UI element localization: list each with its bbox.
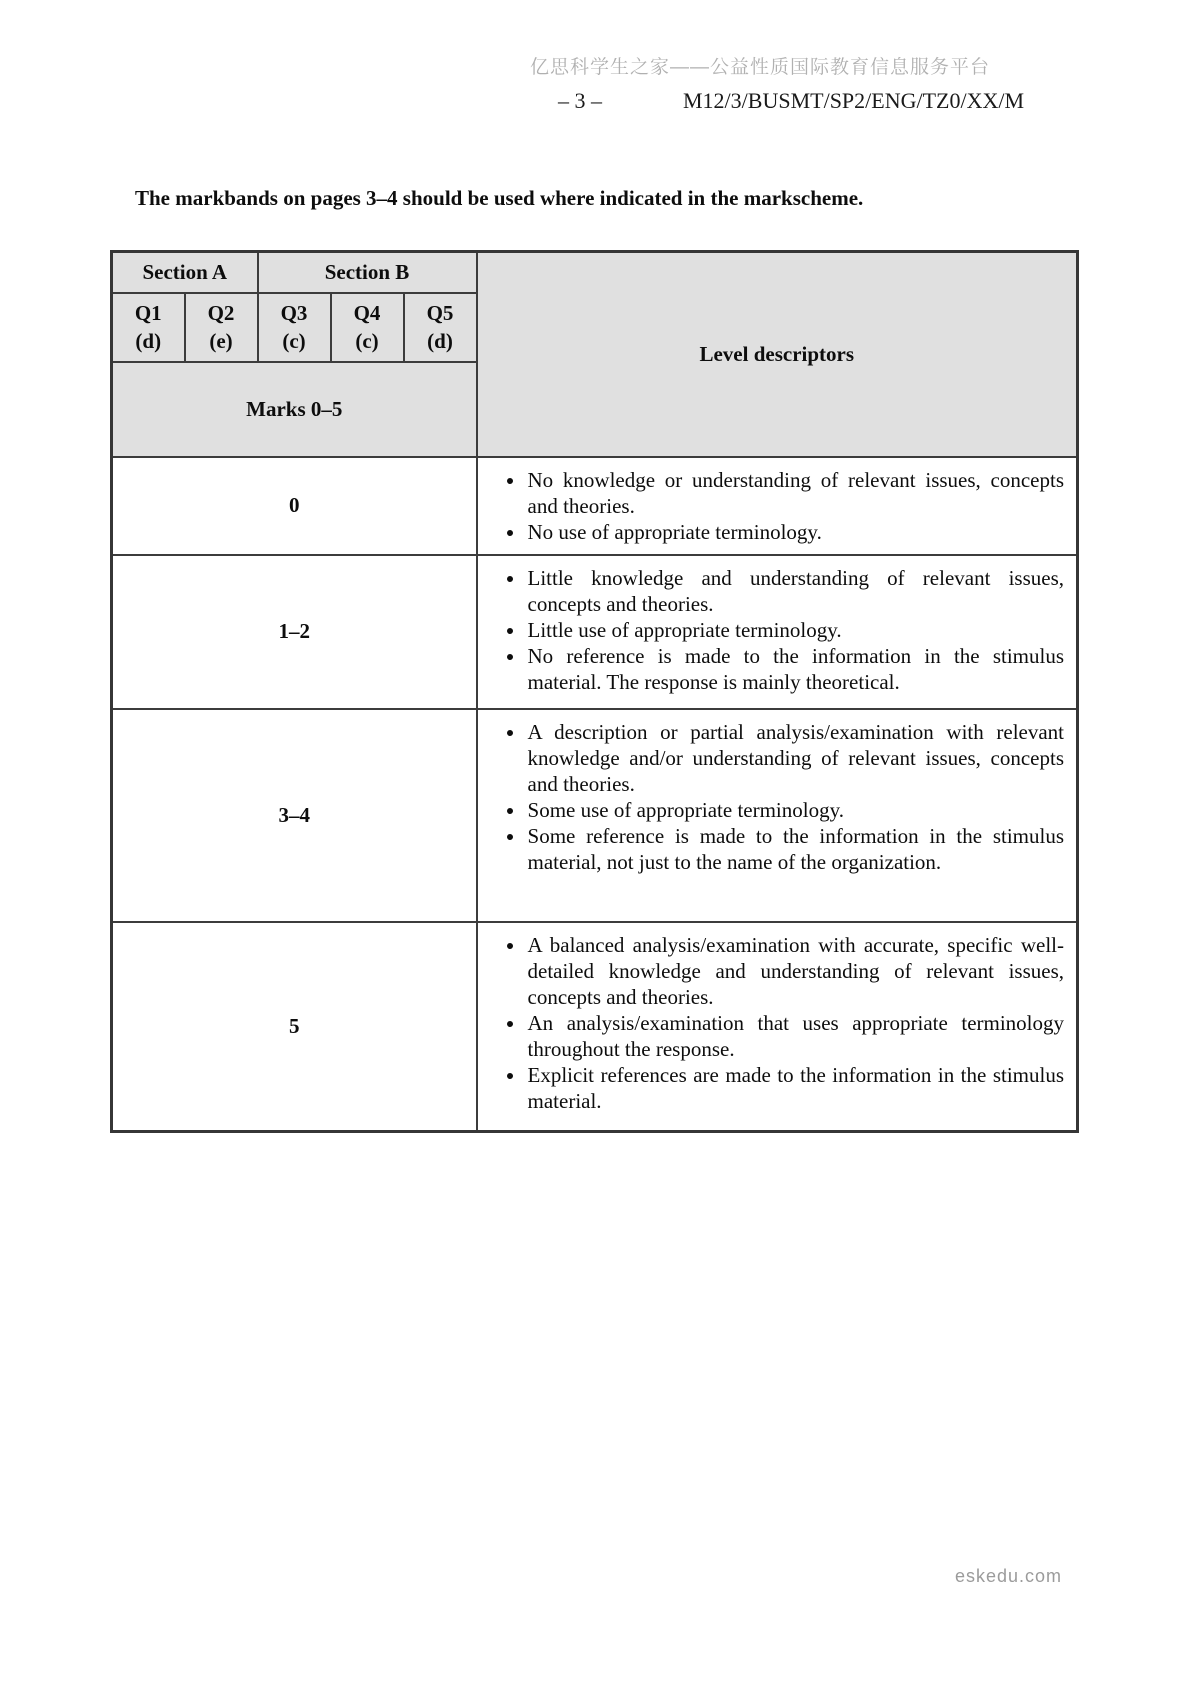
document-code: M12/3/BUSMT/SP2/ENG/TZ0/XX/M (683, 88, 1025, 113)
question-part: (e) (209, 329, 233, 353)
descriptor-bullet: • No reference is made to the information in the stimulus material. The response is mainly theoretical. (526, 643, 1065, 695)
descriptor-cell (477, 555, 1078, 709)
level-descriptors-header: Level descriptors (477, 252, 1078, 457)
bottom-watermark: eskedu.com (955, 1566, 1063, 1586)
descriptor-bullet: • A balanced analysis/examination with accurate, specific well-detailed knowledge and understanding of relevant issues, concepts and theories. (526, 932, 1065, 1010)
table-row-level-5 (112, 922, 1078, 1132)
question-part: (c) (282, 329, 306, 353)
question-header-q2 (185, 293, 258, 362)
markband-table (110, 250, 1079, 1133)
section-a-header: Section A (112, 252, 258, 293)
descriptor-bullet: • An analysis/examination that uses appropriate terminology throughout the response. (526, 1010, 1065, 1062)
mark-value: 5 (112, 922, 477, 1132)
top-watermark: 亿思科学生之家——公益性质国际教育信息服务平台 (529, 57, 990, 78)
intro-text: The markbands on pages 3–4 should be used where indicated in the markscheme. (135, 186, 864, 210)
descriptor-bullet: • No knowledge or understanding of relevant issues, concepts and theories. (526, 467, 1065, 519)
marks-range-header: Marks 0–5 (112, 362, 477, 457)
question-header-q4 (331, 293, 404, 362)
descriptor-list (478, 932, 1077, 1114)
descriptor-list (478, 467, 1077, 545)
descriptor-bullet: • Little knowledge and understanding of relevant issues, concepts and theories. (526, 565, 1065, 617)
descriptor-list (478, 565, 1077, 695)
mark-value: 0 (112, 457, 477, 555)
question-number: Q4 (353, 301, 381, 325)
question-part: (d) (135, 329, 162, 353)
descriptor-bullet: • A description or partial analysis/examination with relevant knowledge and/or understanding of relevant issues, concepts and theories. (526, 719, 1065, 797)
table-row-level-0 (112, 457, 1078, 555)
question-number: Q2 (207, 301, 235, 325)
descriptor-bullet: • Explicit references are made to the information in the stimulus material. (526, 1062, 1065, 1114)
question-part: (c) (355, 329, 379, 353)
page-number: – 3 – (558, 88, 602, 113)
descriptor-bullet: • Little use of appropriate terminology. (526, 617, 1065, 643)
question-number: Q1 (134, 301, 162, 325)
descriptor-bullet: • Some use of appropriate terminology. (526, 797, 1065, 823)
question-part: (d) (427, 329, 453, 353)
question-header-q5 (404, 293, 477, 362)
table-row-level-3-4 (112, 709, 1078, 922)
section-b-header: Section B (258, 252, 477, 293)
question-number: Q3 (280, 301, 308, 325)
mark-value: 3–4 (112, 709, 477, 922)
question-number: Q5 (426, 301, 454, 325)
descriptor-list (478, 719, 1077, 875)
question-header-q1 (112, 293, 185, 362)
table-row-sections (112, 252, 1078, 293)
table-row-level-1-2 (112, 555, 1078, 709)
descriptor-bullet: • No use of appropriate terminology. (526, 519, 1065, 545)
descriptor-cell (477, 457, 1078, 555)
descriptor-cell (477, 709, 1078, 922)
descriptor-bullet: • Some reference is made to the information in the stimulus material, not just to the name of the organization. (526, 823, 1065, 875)
question-header-q3 (258, 293, 331, 362)
mark-value: 1–2 (112, 555, 477, 709)
descriptor-cell (477, 922, 1078, 1132)
